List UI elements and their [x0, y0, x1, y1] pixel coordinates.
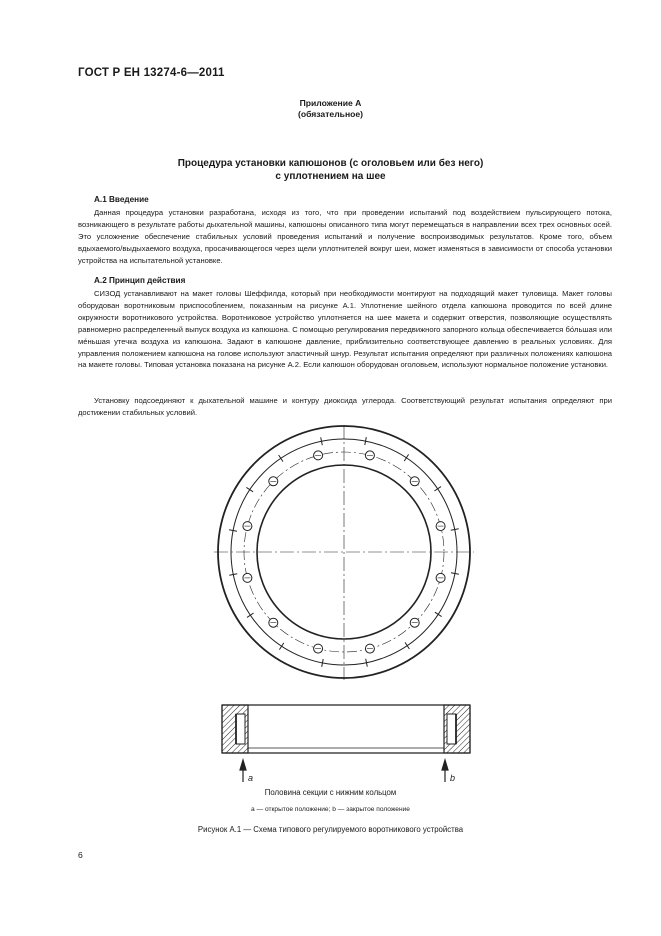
ring-slot-mark [246, 487, 253, 491]
title-line-2: с уплотнением на шее [275, 171, 386, 182]
ring-slot-mark [435, 612, 442, 616]
section-view [222, 705, 470, 782]
label-b: b [450, 773, 456, 783]
ring-slot-mark [247, 613, 254, 617]
page-number: 6 [78, 850, 83, 860]
plan-view [214, 425, 474, 680]
ring-slot-mark [279, 643, 283, 650]
ring-slot-mark [434, 487, 441, 491]
figure-title: Рисунок А.1 — Схема типового регулируемого воротникового устройства [197, 825, 464, 834]
section-a2-text-1: СИЗОД устанавливают на макет головы Шеффилда, который при необходимости монтируют на подходящий макет туловища. Макет головы оборудован воротниковым приспособлением, показанным на рисунке А.1. Уплотнение шейного отдела капюшона проводится по всей длине окружности воротникового устройства. Воротниковое устройство уплотняется на шее макета и содержит отверстия, позволяющие осуществлять равномерно распределенный выпуск воздуха из капюшона. С помощью регулирования передвижного запорного кольца обеспечивается бóльшая или мéньшая утечка воздуха из капюшона. Задают в капюшоне давление, приблизительно соответствующее давлению в реальных условиях. Для управления положением капюшона на голове используют эластичный шнур. Результат испытания определяют при различных положениях капюшона на макете головы. Типовая установка показана на рисунке А.2. Если капюшон оборудован оголовьем, используют нормальное положение установки. [78, 289, 612, 370]
section-a1-text: Данная процедура установки разработана, исходя из того, что при проведении испытаний под воздействием пульсирующего потока, возникающего в результате работы дыхательной машины, капюшоны описанного типа могут перемещаться в направлении всех трех основных осей. Это уcложнение обеспечение стабильных условий проведения испытаний и получение воспроизводимых результатов. Кроме того, объем вдыхаемого/выдыхаемого воздуха, просачивающегося через щели уплотнителей вокруг шеи, может изменяться в зависимости от способа установки устройства на испытательной установке. [78, 208, 612, 265]
annex-status: (обязательное) [297, 109, 364, 119]
document-id: ГОСТ Р ЕН 13274-6—2011 [78, 67, 225, 79]
section-a1-heading: А.1 Введение [94, 195, 149, 204]
ring-slot-mark [279, 455, 283, 462]
ring-slot-mark [405, 642, 409, 649]
label-a: a [248, 773, 254, 783]
section-a2-text-2: Установку подсоединяют к дыхательной машине и контуру диоксида углерода. Соответствующий результат испытания определяют при достижении стабильных условий. [78, 396, 612, 417]
section-a2-heading: А.2 Принцип действия [94, 276, 186, 285]
annex-title: Приложение А [299, 98, 362, 108]
figure-legend: а — открытое положение; b — закрытое положение [251, 806, 410, 813]
title-line-1: Процедура установки капюшонов (с оголовьем или без него) [177, 158, 484, 169]
ring-slot-mark [404, 454, 408, 461]
section-caption: Половина секции с нижним кольцом [264, 788, 397, 797]
